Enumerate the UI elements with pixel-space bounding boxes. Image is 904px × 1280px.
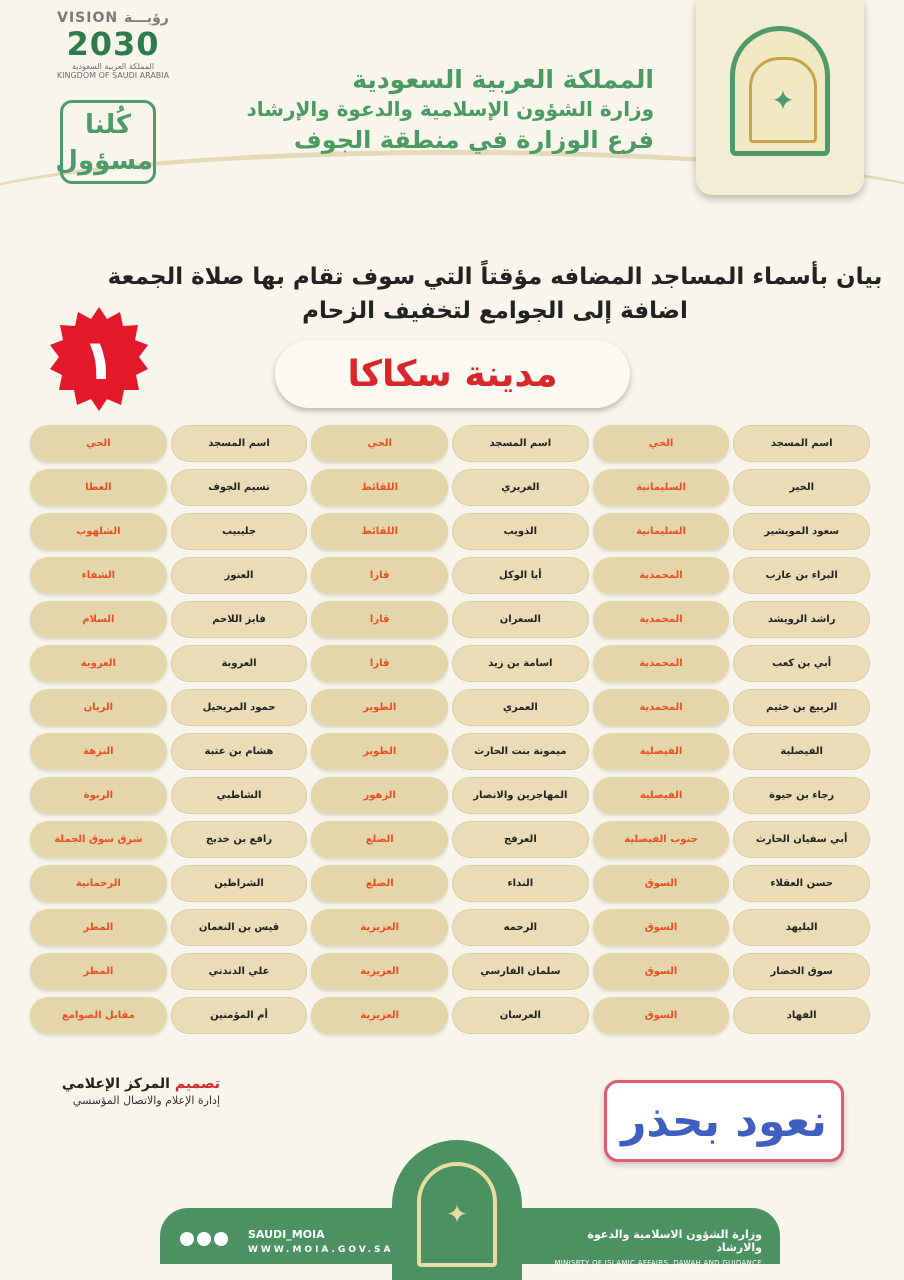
header-titles (247, 65, 655, 157)
district-cell: اللقائط (311, 513, 448, 550)
district-cell: السوق (593, 909, 730, 946)
footer-dome (392, 1140, 522, 1280)
designer-label: تصميم (174, 1076, 220, 1092)
designer-center: المركز الإعلامي (61, 1076, 170, 1092)
district-cell: الربوة (30, 777, 167, 814)
vision-2030-logo (48, 10, 178, 80)
footer-ministry (552, 1228, 762, 1267)
district-cell: قارا (311, 601, 448, 638)
mosque-name-cell: رجاء بن حيوة (733, 777, 870, 814)
district-cell: اللقائط (311, 469, 448, 506)
district-cell: الرحمانية (30, 865, 167, 902)
district-cell: السليمانية (593, 469, 730, 506)
mosque-name-cell: المهاجرين والانصار (452, 777, 589, 814)
title-ministry: وزارة الشؤون الإسلامية والدعوة والإرشاد (246, 97, 654, 121)
mosque-name-cell: الفهاد (733, 997, 870, 1034)
mosque-name-cell: الرحمه (452, 909, 589, 946)
mosque-name-cell: نسيم الجوف (171, 469, 308, 506)
mosque-name-cell: جليبيب (171, 513, 308, 550)
mosque-name-cell: الغريري (452, 469, 589, 506)
mosques-table (30, 425, 870, 1034)
vision-kingdom-ar: المملكة العربية السعودية (71, 62, 155, 71)
ministry-emblem-card (696, 0, 864, 195)
designer-dept: إدارة الإعلام والاتصال المؤسسي (72, 1094, 220, 1107)
header-mosque-name: اسم المسجد (733, 425, 870, 462)
district-cell: الريان (30, 689, 167, 726)
mosque-name-cell: اسامة بن زيد (452, 645, 589, 682)
district-cell: المحمدية (593, 601, 730, 638)
facebook-icon[interactable] (214, 1232, 228, 1246)
district-cell: العزيزية (311, 997, 448, 1034)
mosque-name-cell: حمود المريحيل (171, 689, 308, 726)
twitter-icon[interactable] (180, 1232, 194, 1246)
district-cell: العزيزية (311, 953, 448, 990)
mosque-name-cell: العمري (452, 689, 589, 726)
mosque-name-cell: راشد الرويشد (733, 601, 870, 638)
mosque-name-cell: أبي بن كعب (733, 645, 870, 682)
mosque-name-cell: سوق الخضار (733, 953, 870, 990)
title-branch: فرع الوزارة في منطقة الجوف (293, 126, 654, 154)
mosque-name-cell: الشاطبي (171, 777, 308, 814)
mosque-name-cell: العروبة (171, 645, 308, 682)
district-cell: قارا (311, 645, 448, 682)
mosque-name-cell: الخير (733, 469, 870, 506)
district-cell: المطر (30, 953, 167, 990)
district-cell: شرق سوق الجملة (30, 821, 167, 858)
district-cell: جنوب الفيصلية (593, 821, 730, 858)
district-cell: السوق (593, 953, 730, 990)
mosque-name-cell: العنوز (171, 557, 308, 594)
vision-year: 2030 (66, 25, 160, 63)
district-cell: مقابل الصوامع (30, 997, 167, 1034)
mosque-name-cell: ميمونة بنت الحارث (452, 733, 589, 770)
district-cell: المحمدية (593, 557, 730, 594)
mosque-name-cell: السعران (452, 601, 589, 638)
mosque-name-cell: الذويب (452, 513, 589, 550)
district-cell: المحمدية (593, 689, 730, 726)
footer-handle: SAUDI_MOIA (248, 1228, 325, 1241)
mosque-name-cell: سعود المويشير (733, 513, 870, 550)
district-cell: الضلع (311, 821, 448, 858)
mosque-name-cell: سلمان الفارسي (452, 953, 589, 990)
mosque-arch-emblem (730, 26, 830, 156)
district-cell: الشفاء (30, 557, 167, 594)
header-district: الحي (593, 425, 730, 462)
mosque-name-cell: رافع بن خديج (171, 821, 308, 858)
district-cell: السوق (593, 997, 730, 1034)
instagram-icon[interactable] (197, 1232, 211, 1246)
district-cell: العطا (30, 469, 167, 506)
naud-bihadhar-logo: نعود بحذر (604, 1080, 844, 1162)
intro-line1: بيان بأسماء المساجد المضافه مؤقتاً التي سوف تقام بها صلاة الجمعة (107, 264, 883, 290)
vision-label-ar: رؤيـــة (123, 10, 169, 26)
mosque-name-cell: أبا الوكل (452, 557, 589, 594)
mosque-name-cell: الشراطين (171, 865, 308, 902)
footer-ministry-en: MINISRTY OF ISLAMIC AFFAIRS, DAWAH AND GUIDANCE (554, 1259, 762, 1267)
mosque-name-cell: البراء بن عازب (733, 557, 870, 594)
header-mosque-name: اسم المسجد (171, 425, 308, 462)
mosque-name-cell: العرسان (452, 997, 589, 1034)
mosque-name-cell: حسن العقلاء (733, 865, 870, 902)
district-cell: السوق (593, 865, 730, 902)
footer-emblem-icon: ✦ (417, 1162, 497, 1267)
quran-book-icon: ✦ (749, 57, 817, 143)
kulluna-masool-logo (55, 100, 156, 184)
district-cell: الزهور (311, 777, 448, 814)
district-cell: الفيصلية (593, 777, 730, 814)
district-cell: قارا (311, 557, 448, 594)
mosque-name-cell: الربيع بن خثيم (733, 689, 870, 726)
footer-social (180, 1228, 393, 1255)
district-cell: الطوير (311, 689, 448, 726)
footer-ministry-ar: وزارة الشؤون الاسلامية والدعوة والارشاد (587, 1228, 762, 1254)
mosque-name-cell: العرفج (452, 821, 589, 858)
district-cell: المطر (30, 909, 167, 946)
district-cell: الطوير (311, 733, 448, 770)
district-cell: الشلهوب (30, 513, 167, 550)
header-district: الحي (30, 425, 167, 462)
header-district: الحي (311, 425, 448, 462)
intro-statement (100, 260, 890, 328)
mosque-name-cell: أم المؤمنين (171, 997, 308, 1034)
vision-kingdom-en: KINGDOM OF SAUDI ARABIA (56, 71, 170, 80)
intro-line2: اضافة إلى الجوامع لتخفيف الزحام (302, 298, 688, 324)
district-cell: العروبة (30, 645, 167, 682)
district-cell: السليمانية (593, 513, 730, 550)
mosque-name-cell: علي الدندني (171, 953, 308, 990)
district-cell: السلام (30, 601, 167, 638)
district-cell: العزيزية (311, 909, 448, 946)
mosque-name-cell: فايز اللاحم (171, 601, 308, 638)
number-badge (44, 305, 154, 415)
vision-label-en: VISION (57, 10, 119, 26)
district-cell: النزهة (30, 733, 167, 770)
city-title: مدينة سكاكا (275, 340, 630, 408)
district-cell: الضلع (311, 865, 448, 902)
designer-credit (40, 1076, 220, 1107)
mosque-name-cell: الفيصلية (733, 733, 870, 770)
mosque-name-cell: البليهد (733, 909, 870, 946)
mosque-name-cell: قيس بن النعمان (171, 909, 308, 946)
mosque-name-cell: النداء (452, 865, 589, 902)
campaign-line2: مسؤول (55, 146, 153, 176)
title-kingdom: المملكة العربية السعودية (352, 65, 654, 94)
district-cell: المحمدية (593, 645, 730, 682)
footer-website[interactable]: WWW.MOIA.GOV.SA (248, 1245, 394, 1255)
header-mosque-name: اسم المسجد (452, 425, 589, 462)
district-cell: الفيصلية (593, 733, 730, 770)
mosque-name-cell: أبي سفيان الحارث (733, 821, 870, 858)
badge-number: ١ (81, 328, 117, 393)
mosque-name-cell: هشام بن عتبة (171, 733, 308, 770)
campaign-line1: كُلنا (84, 110, 132, 140)
